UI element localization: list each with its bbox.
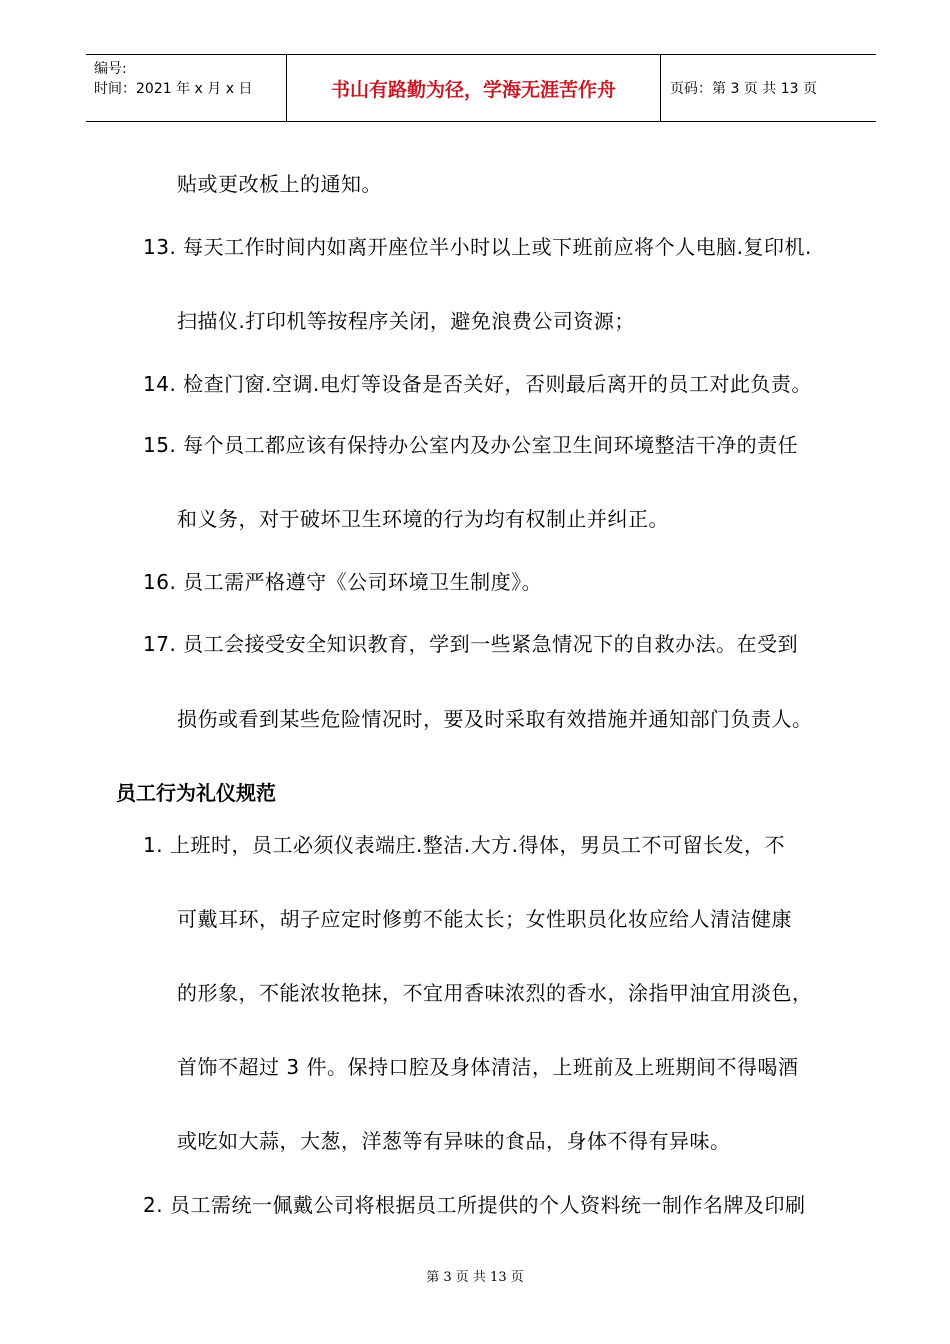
document-number-label: 编号:: [94, 61, 127, 77]
header-meta: [94, 59, 252, 99]
body-line: 首饰不超过 3 件。保持口腔及身体清洁，上班前及上班期间不得喝酒: [177, 1055, 799, 1079]
body-line: 扫描仪.打印机等按程序关闭，避免浪费公司资源；: [177, 309, 635, 333]
list-item-1: 1. 上班时，员工必须仪表端庄.整洁.大方.得体，男员工不可留长发，不: [143, 833, 786, 857]
header-page-info: 页码：第 3 页 共 13 页: [670, 81, 817, 97]
page-footer: 第 3 页 共 13 页: [426, 1270, 524, 1285]
list-item-13: 13. 每天工作时间内如离开座位半小时以上或下班前应将个人电脑.复印机.: [143, 235, 812, 259]
list-item-2: 2. 员工需统一佩戴公司将根据员工所提供的个人资料统一制作名牌及印刷: [143, 1193, 806, 1217]
body-line: 的形象，不能浓妆艳抹，不宜用香味浓烈的香水，涂指甲油宜用淡色，: [177, 981, 813, 1005]
section-heading: 员工行为礼仪规范: [116, 781, 276, 805]
list-item-14: 14. 检查门窗.空调.电灯等设备是否关好，否则最后离开的员工对此负责。: [143, 372, 812, 396]
body-line: 贴或更改板上的通知。: [177, 172, 382, 196]
list-item-17: 17. 员工会接受安全知识教育，学到一些紧急情况下的自救办法。在受到: [143, 632, 799, 656]
list-item-15: 15. 每个员工都应该有保持办公室内及办公室卫生间环境整洁干净的责任: [143, 433, 799, 457]
page-header: [86, 54, 876, 122]
body-line: 损伤或看到某些危险情况时，要及时采取有效措施并通知部门负责人。: [177, 707, 813, 731]
list-item-16: 16. 员工需严格遵守《公司环境卫生制度》。: [143, 570, 543, 594]
document-time-label: 时间：2021 年 x 月 x 日: [94, 81, 253, 97]
header-divider: [660, 55, 661, 121]
body-line: 可戴耳环，胡子应定时修剪不能太长；女性职员化妆应给人清洁健康: [177, 907, 792, 931]
body-line: 或吃如大蒜，大葱，洋葱等有异味的食品，身体不得有异味。: [177, 1129, 731, 1153]
header-motto: 书山有路勤为径，学海无涯苦作舟: [330, 78, 616, 101]
body-line: 和义务，对于破坏卫生环境的行为均有权制止并纠正。: [177, 507, 669, 531]
